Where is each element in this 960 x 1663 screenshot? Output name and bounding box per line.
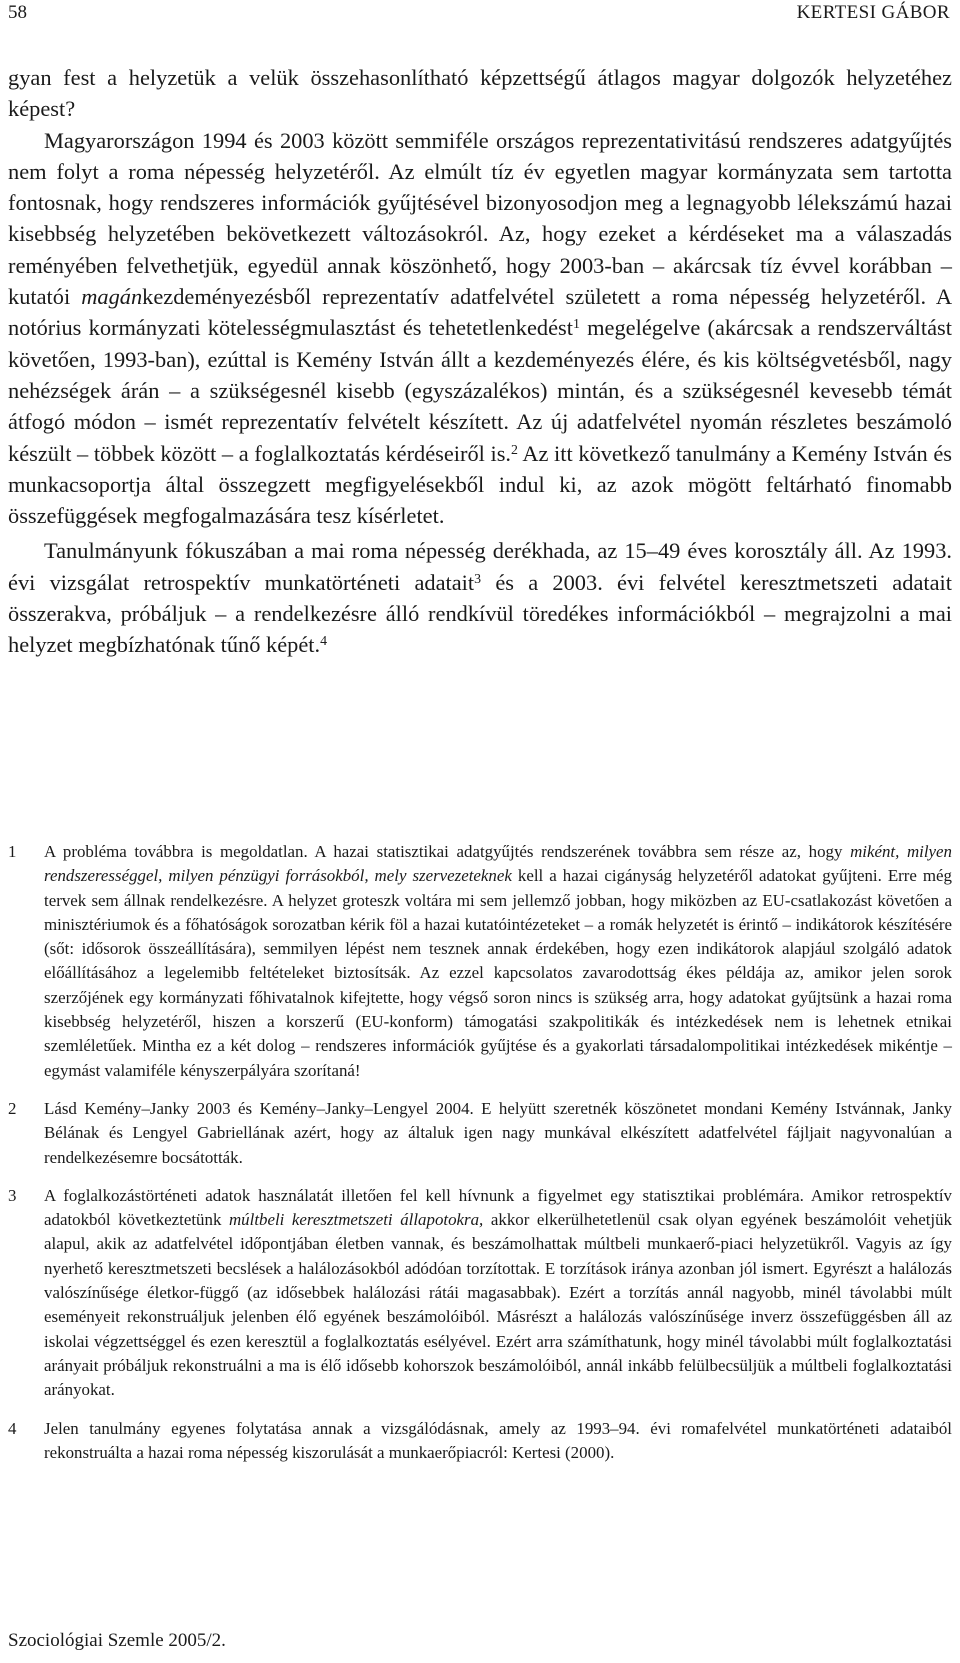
footnote-emphasis: múltbeli keresztmetszeti állapotokra, [228, 1210, 484, 1230]
footnote-ref-4[interactable]: 4 [320, 634, 328, 650]
footnote-ref-2[interactable]: 2 [511, 442, 518, 458]
footnote-ref-1[interactable]: 1 [572, 317, 580, 333]
journal-footer: Szociológiai Szemle 2005/2. [8, 1630, 226, 1651]
running-header [8, 0, 952, 30]
paragraph-3: Tanulmányunk fókuszában a mai roma népesség derékhada, az 15–49 éves korosztály áll. Az 1993. évi vizsgálat retrospektív munkatörténeti adatait$^3$ és a 2003. évi felvétel keresztmetszeti adatait összerakva, próbáljuk – a rendelkezésre álló rendkívül töredékes információkból – megrajzolni a mai helyzet megbízhatónak tűnő képét.$^4$ [8, 538, 952, 658]
footnote-number: 3 [8, 1185, 17, 1205]
footnote-number: 1 [8, 842, 17, 861]
footnote-3: 3 A foglalkozástörténeti adatok használatát illetően fel kell hívnunk a figyelmet egy statisztikai problémára. Amikor retrospektív adatokból következtetünk múltbeli keresztmetszeti állapotokra, akkor elkerülhetetlenül csak olyan egyének beszámolóit vehetjük alapul, akik az adatfelvétel időpontjában életben vannak, és beszámolhattak múltbeli munkaerő-piaci helyzetükről. Vagyis az így nyerhető keresztmetszeti becslések a halálozásokból adódóan torzítottak. E torzítások iránya azonban jól ismert. Egyrészt a halálozás valószínűsége életkor-függő (az idősebbek halálozási rátái magasabbak). Ezért a torzítás annál nagyobb, minél távolabbi múlt eseményeit rekonstruáljuk jelenben élő egyének beszámolóiból. Másrészt a halálozás valószínűsége inverz összefüggésben áll az iskolai végzettséggel és ezen keresztül a foglalkoztatás esélyével. Ezért arra számíthatunk, hogy minél távolabbi múlt foglalkoztatási arányait próbáljuk rekonstruálni a ma is élő idősebb kohorszok beszámolóiból, annál inkább felülbecsüljük a múltbeli foglalkoztatási arányokat. [8, 1185, 952, 1400]
footnote-4: 4 Jelen tanulmány egyenes folytatása annak a vizsgálódásnak, amely az 1993–94. évi romafelvétel munkatörténeti adataiból rekonstruálta a hazai roma népesség kiszorulását a munkaerőpiacról: Kertesi (2000). [8, 1418, 952, 1462]
footnote-1: 1 A probléma továbbra is megoldatlan. A hazai statisztikai adatgyűjtés rendszerének továbbra sem része az, hogy miként, milyen rendszerességgel, milyen pénzügyi forrásokból, mely szervezeteknek kell a hazai cigányság helyzetéről adatokat gyűjteni. Erre még tervek sem állnak rendelkezésre. A helyzet groteszk voltára mi sem jellemző jobban, hogy miközben az EU-csatlakozást követően a minisztériumok és a főhatóságok sorozatban kérik föl a hazai kutatóintézeteket – a romák helyzetét is érintő – indikátorok készítésére (sőt: idősorok összeállítására), semmilyen lépést nem tesznek annak érdekében, hogy ezen indikátorok alapjául szolgáló adatok előállításához a legelemibb feltételeket biztosítsák. Az ezzel kapcsolatos zavarodottság ékes példája az, amikor jelen sorok szerzőjének egy kormányzati főhivatalnok kifejtette, hogy végső soron nincs is szükség arra, hogy adatokat gyűjtsünk a hazai roma kisebbség helyzetéről, hiszen a korszerű (EU-konform) támogatási szakpolitikák és intézkedések nem is lehetnek etnikai szemléletűek. Mintha ez a két dolog – rendszeres információk gyűjtése és a gyakorlati társadalompolitikai intézkedések mikéntje – egymást valamiféle kényszerpályára szorítaná! [8, 842, 952, 1080]
footnote-number: 4 [8, 1418, 17, 1438]
page-number: 58 [8, 2, 27, 23]
paragraph-1: gyan fest a helyzetük a velük összehasonlítható képzettségű átlagos magyar dolgozók helyzetéhez képest? [8, 65, 952, 122]
emphasis-text: magán [81, 284, 143, 310]
footnote-emphasis: miként, milyen rendszerességgel, milyen pénzügyi forrásokból, mely szervezeteknek [44, 842, 952, 886]
main-text [8, 62, 952, 661]
running-author: KERTESI GÁBOR [796, 2, 950, 23]
paragraph-2: Magyarországon 1994 és 2003 között semmiféle országos reprezentativitású rendszeres adatgyűjtés nem folyt a roma népesség helyzetéről. Az elmúlt tíz év egyetlen magyar kormányzata sem tartotta fontosnak, hogy rendszeres információk gyűjtésével bizonyosodjon meg a legnagyobb lélekszámú hazai kisebbség helyzetében bekövetkezett változásokról. Az, hogy ezeket a kérdéseket ma a válaszadás reményében felvethetjük, egyedül annak köszönhető, hogy 2003-ban – akárcsak tíz évvel korábban – kutatói magánkezdeményezésből reprezentatív adatfelvétel született a roma népesség helyzetéről. A notórius kormányzati kötelességmulasztást és tehetetlenkedést$^1$ megelégelve (akárcsak a rendszerváltást követően, 1993-ban), ezúttal is Kemény István állt a kezdeményezés élére, és kis költségvetésből, nagy nehézségek árán – a szükségesnél kisebb (egyszázalékos) mintán, és a szükségesnél kevesebb témát átfogó módon – ismét reprezentatív felvételt készített. Az új adatfelvétel nyomán részletes beszámoló készült – többek között – a foglalkoztatás kérdéseiről is.$^2$ Az itt következő tanulmány a Kemény István és munkacsoportja által összegzett megfigyelésekből indul ki, az azok mögött feltárható finomabb összefüggések megfogalmazására tesz kísérletet. [8, 127, 952, 529]
footnote-number: 2 [8, 1098, 17, 1118]
footnote-ref-3[interactable]: 3 [474, 571, 482, 587]
footnote-2: 2 Lásd Kemény–Janky 2003 és Kemény–Janky–Lengyel 2004. E helyütt szeretnék köszönetet mondani Kemény Istvánnak, Janky Bélának és Lengyel Gabriellának azért, hogy az általuk igen nagy munkával elkészített adatfelvétel fájljait nagyvonalúan a rendelkezésemre bocsátották. [8, 1098, 952, 1167]
footnotes [8, 840, 952, 1479]
